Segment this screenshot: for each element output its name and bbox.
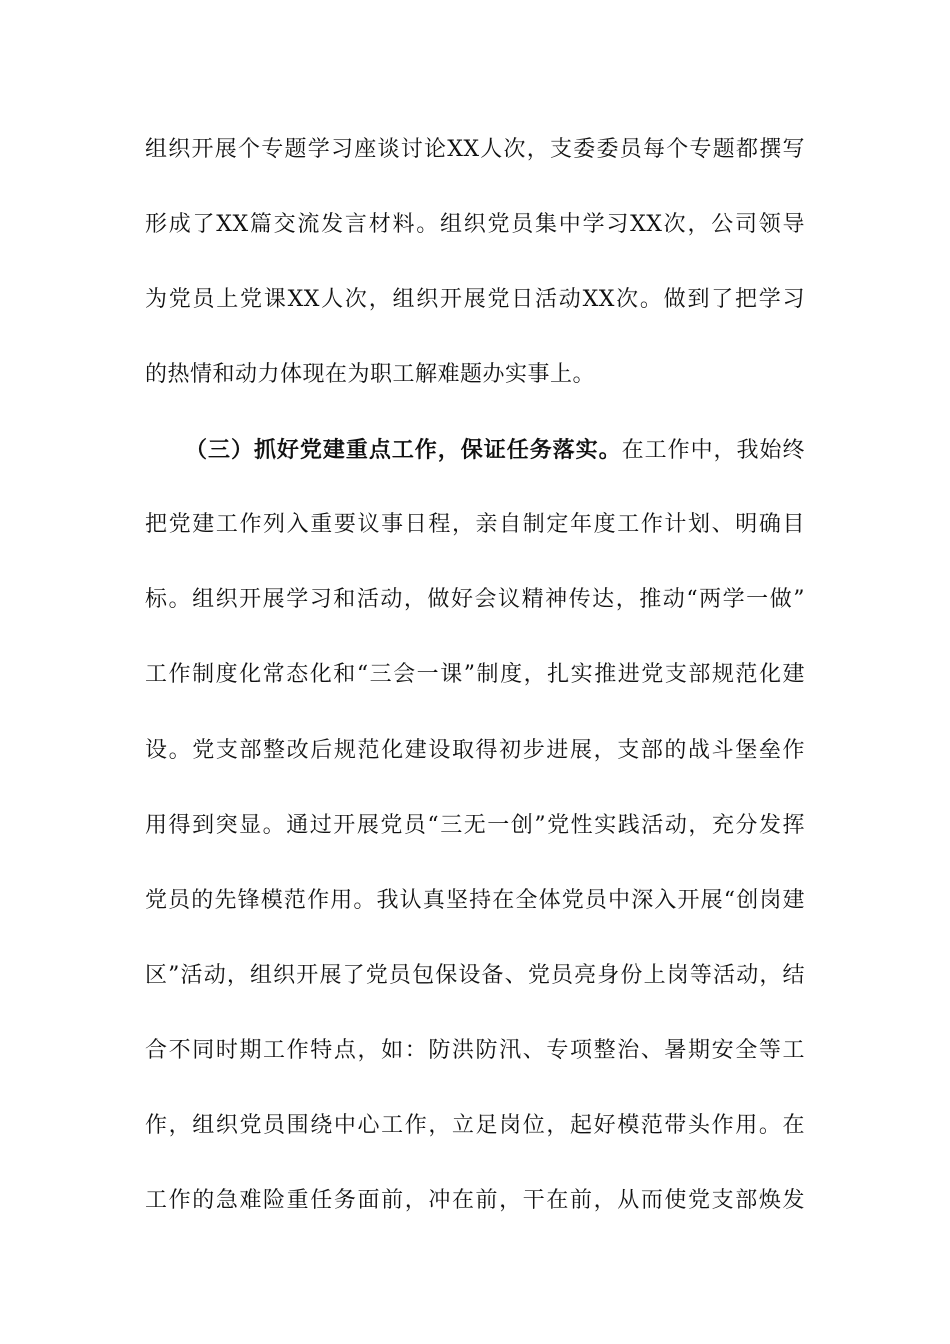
paragraph-line: 合不同时期工作特点，如：防洪防汛、专项整治、暑期安全等工 [145, 1038, 805, 1063]
paragraph-line: 形成了XX篇交流发言材料。组织党员集中学习XX次，公司领导 [145, 212, 805, 237]
paragraph-line: 作，组织党员围绕中心工作，立足岗位，起好模范带头作用。在 [145, 1113, 805, 1138]
section-heading-line [185, 436, 805, 466]
paragraph-line: 组织开展个专题学习座谈讨论XX人次，支委委员每个专题都撰写 [145, 137, 805, 162]
paragraph-line: 区”活动，组织开展了党员包保设备、党员亮身份上岗等活动，结 [145, 963, 805, 988]
heading-line-rest: 在工作中，我始终 [621, 438, 805, 463]
paragraph-line: 党员的先锋模范作用。我认真坚持在全体党员中深入开展“创岗建 [145, 888, 805, 913]
paragraph-line: 标。组织开展学习和活动，做好会议精神传达，推动“两学一做” [145, 587, 805, 612]
paragraph-line: 用得到突显。通过开展党员“三无一创”党性实践活动，充分发挥 [145, 813, 805, 838]
paragraph-line: 工作制度化常态化和“三会一课”制度，扎实推进党支部规范化建 [145, 662, 805, 687]
section-heading: （三）抓好党建重点工作，保证任务落实。 [185, 438, 622, 463]
paragraph-line: 的热情和动力体现在为职工解难题办实事上。 [145, 362, 596, 387]
paragraph-line: 工作的急难险重任务面前，冲在前，干在前，从而使党支部焕发 [145, 1188, 805, 1213]
paragraph-line: 设。党支部整改后规范化建设取得初步进展，支部的战斗堡垒作 [145, 738, 805, 763]
paragraph-line: 把党建工作列入重要议事日程，亲自制定年度工作计划、明确目 [145, 512, 805, 537]
paragraph-line: 为党员上党课XX人次，组织开展党日活动XX次。做到了把学习 [145, 287, 805, 312]
